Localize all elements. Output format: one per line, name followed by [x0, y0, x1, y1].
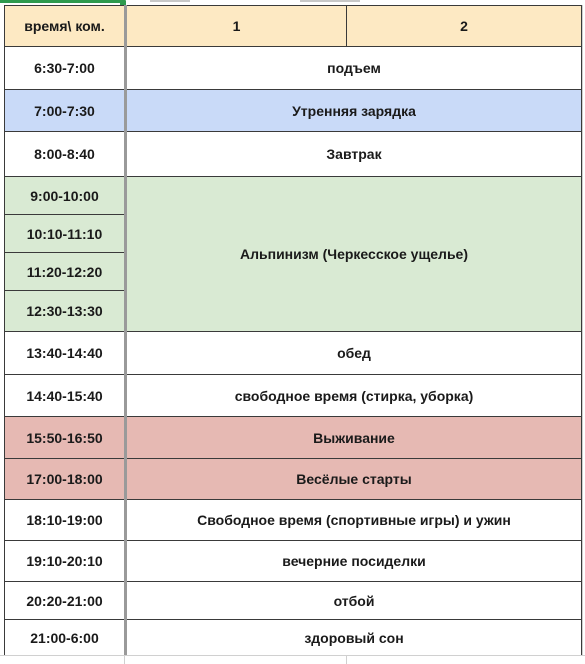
time-cell[interactable]: 13:40-14:40 — [5, 332, 126, 375]
table-row — [5, 417, 582, 459]
time-cell[interactable]: 10:10-11:10 — [5, 215, 126, 253]
time-cell[interactable]: 11:20-12:20 — [5, 253, 126, 291]
time-cell[interactable]: 14:40-15:40 — [5, 375, 126, 417]
time-cell[interactable]: 7:00-7:30 — [5, 90, 126, 132]
table-row — [5, 500, 582, 541]
time-cell[interactable]: 6:30-7:00 — [5, 47, 126, 90]
time-cell[interactable]: 15:50-16:50 — [5, 417, 126, 459]
table-row — [5, 582, 582, 620]
table-row — [5, 541, 582, 582]
table-row — [5, 459, 582, 500]
activity-cell[interactable]: Завтрак — [126, 132, 582, 177]
activity-cell[interactable]: Утренняя зарядка — [126, 90, 582, 132]
schedule-table — [4, 5, 582, 657]
time-cell[interactable]: 9:00-10:00 — [5, 177, 126, 215]
selection-indicator — [0, 0, 124, 3]
table-row — [5, 47, 582, 90]
time-cell[interactable]: 19:10-20:10 — [5, 541, 126, 582]
time-cell[interactable]: 21:00-6:00 — [5, 620, 126, 657]
table-row — [5, 132, 582, 177]
time-cell[interactable]: 12:30-13:30 — [5, 291, 126, 332]
activity-cell[interactable]: Весёлые старты — [126, 459, 582, 500]
table-row — [5, 90, 582, 132]
header-team-1-cell[interactable]: 1 — [126, 6, 347, 47]
activity-cell[interactable]: Свободное время (спортивные игры) и ужин — [126, 500, 582, 541]
activity-cell[interactable]: свободное время (стирка, уборка) — [126, 375, 582, 417]
table-row — [5, 332, 582, 375]
time-cell[interactable]: 20:20-21:00 — [5, 582, 126, 620]
activity-cell[interactable]: обед — [126, 332, 582, 375]
header-time-command-cell[interactable]: время\ ком. — [5, 6, 126, 47]
header-row — [5, 6, 582, 47]
table-row — [5, 177, 582, 215]
activity-cell[interactable]: отбой — [126, 582, 582, 620]
activity-cell[interactable]: здоровый сон — [126, 620, 582, 657]
activity-cell[interactable]: вечерние посиделки — [126, 541, 582, 582]
activity-cell-merged[interactable]: Альпинизм (Черкесское ущелье) — [126, 177, 582, 332]
activity-cell[interactable]: Выживание — [126, 417, 582, 459]
table-row — [5, 620, 582, 657]
activity-cell[interactable]: подъем — [126, 47, 582, 90]
table-row — [5, 375, 582, 417]
time-cell[interactable]: 18:10-19:00 — [5, 500, 126, 541]
time-cell[interactable]: 17:00-18:00 — [5, 459, 126, 500]
header-team-2-cell[interactable]: 2 — [347, 6, 582, 47]
time-cell[interactable]: 8:00-8:40 — [5, 132, 126, 177]
